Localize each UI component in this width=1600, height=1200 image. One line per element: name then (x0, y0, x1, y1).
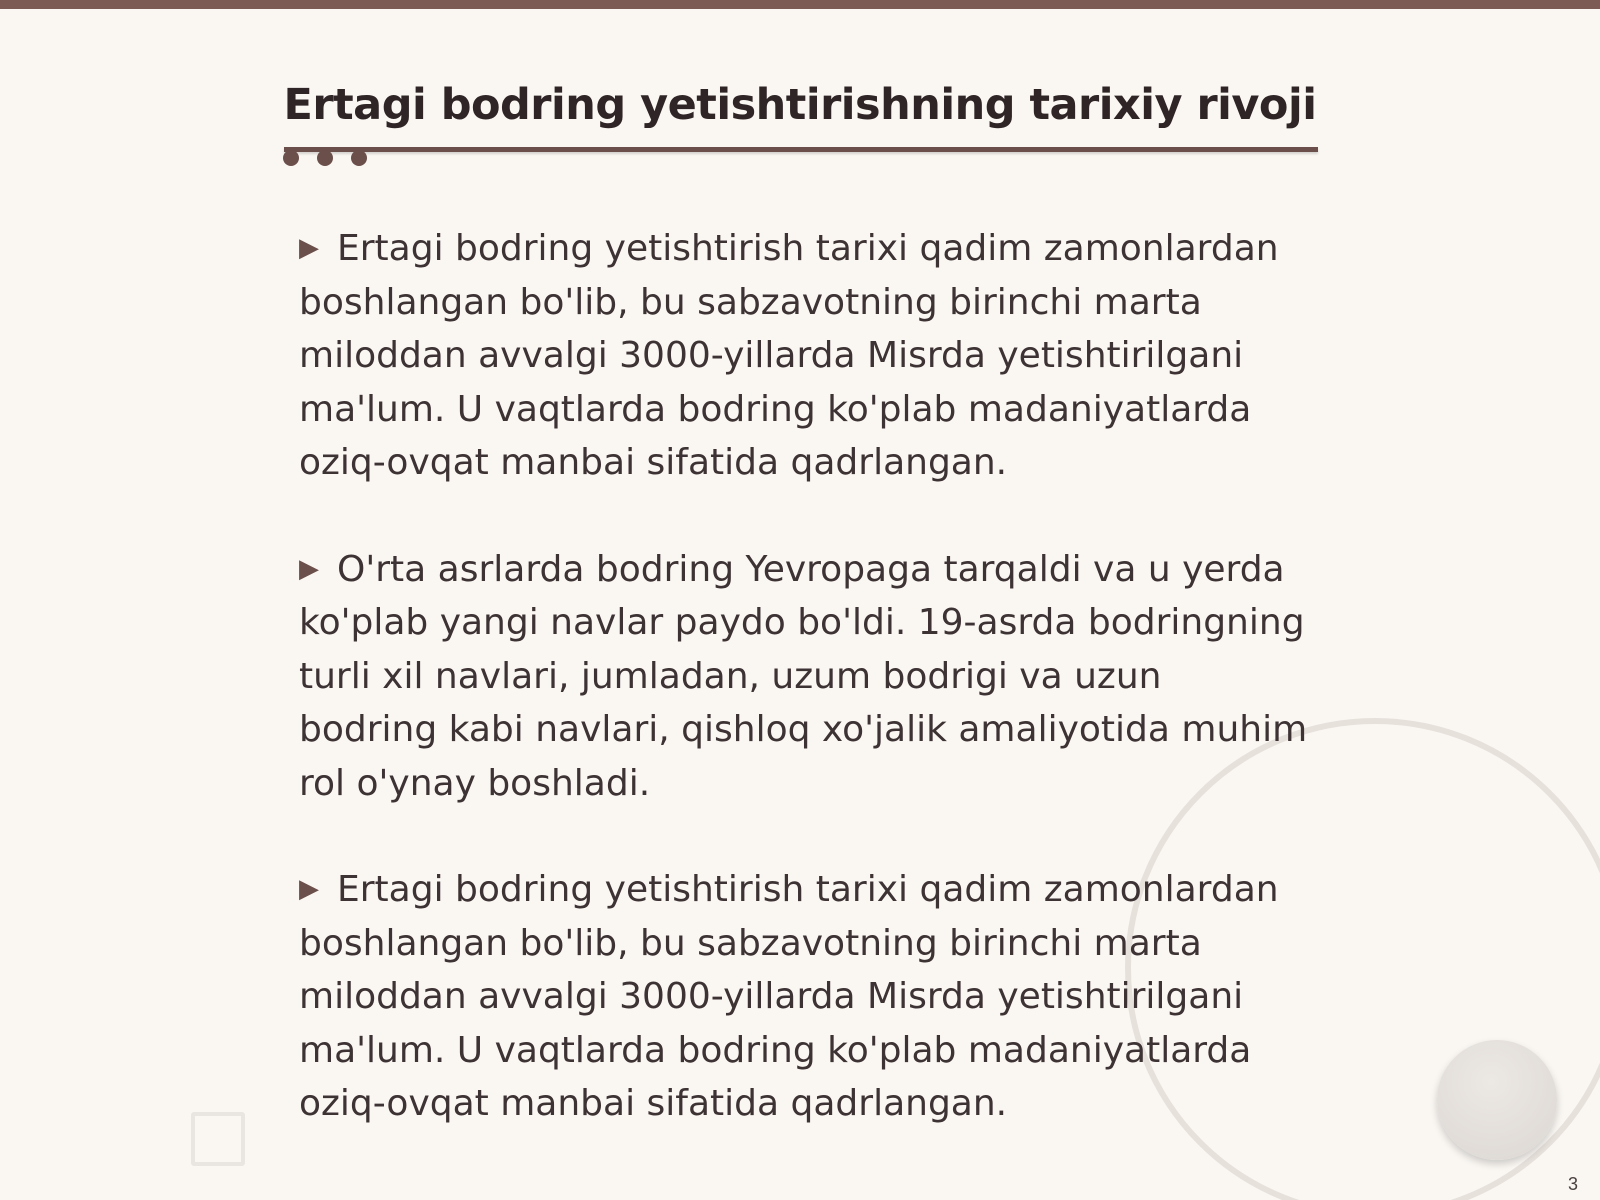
triangle-bullet-icon: ▶ (299, 553, 319, 584)
bullet-paragraph (299, 543, 1309, 811)
bullet-text: O'rta asrlarda bodring Yevropaga tarqaldi va u yerda ko'plab yangi navlar paydo bo'ldi. 19-asrda bodringning turli xil navlari, jumladan, uzum bodrigi va uzun bodring kabi navlari, qishloq xo'jalik amaliyotida muhim rol o'ynay boshladi. (299, 548, 1308, 804)
slide-title: Ertagi bodring yetishtirishning tarixiy rivoji (283, 80, 1317, 130)
page-number: 3 (1567, 1174, 1578, 1194)
bullet-paragraph (299, 222, 1309, 490)
decorative-square (191, 1112, 245, 1166)
bullet-text: Ertagi bodring yetishtirish tarixi qadim zamonlardan boshlangan bo'lib, bu sabzavotning birinchi marta miloddan avvalgi 3000-yillarda Misrda yetishtirilgani ma'lum. U vaqtlarda bodring ko'plab madaniyatlarda oziq-ovqat manbai sifatida qadrlangan. (299, 228, 1279, 483)
bullet-list (299, 186, 1309, 1184)
top-accent-bar (0, 0, 1600, 9)
triangle-bullet-icon: ▶ (299, 874, 319, 904)
decorative-disc (1437, 1040, 1557, 1160)
title-underline (284, 147, 1318, 152)
bullet-paragraph (299, 863, 1309, 1131)
triangle-bullet-icon: ▶ (299, 233, 319, 263)
decorative-dot (317, 150, 333, 166)
decorative-dot (351, 150, 367, 166)
decorative-dot (283, 150, 299, 166)
bullet-text: Ertagi bodring yetishtirish tarixi qadim zamonlardan boshlangan bo'lib, bu sabzavotning birinchi marta miloddan avvalgi 3000-yillarda Misrda yetishtirilgani ma'lum. U vaqtlarda bodring ko'plab madaniyatlarda oziq-ovqat manbai sifatida qadrlangan. (299, 869, 1279, 1124)
